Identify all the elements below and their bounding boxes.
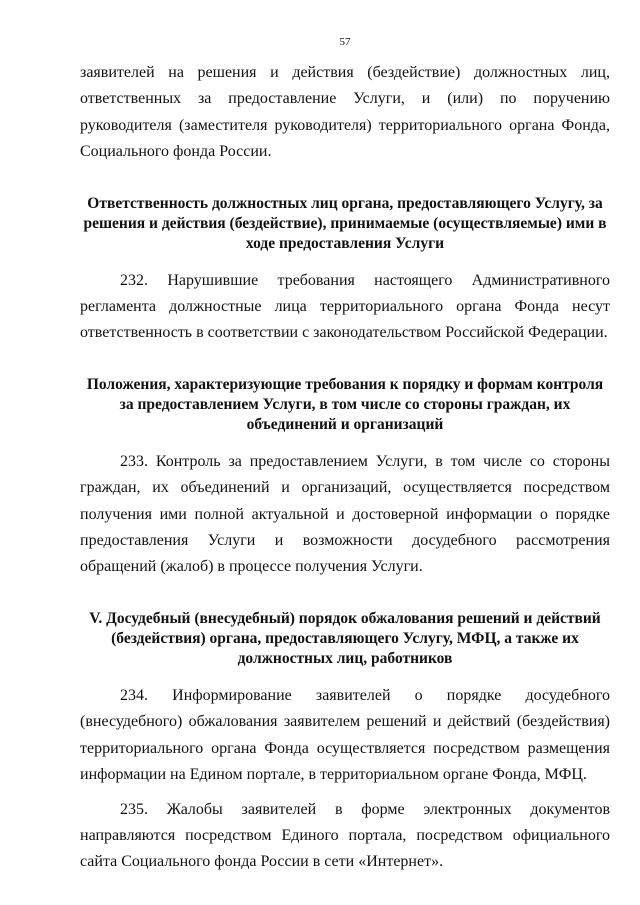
paragraph-232: 232. Нарушившие требования настоящего Административного регламента должностные лица территориального органа Фонда несут ответственность в соответствии с законодательством Российской Федерации. [80, 271, 610, 342]
paragraph-234: 234. Информирование заявителей о порядке досудебного (внесудебного) обжалования заявителем решений и действий (бездействия) территориального органа Фонда осуществляется посредством размещения информации на Едином портале, в территориальном органе Фонда, МФЦ. [80, 686, 610, 784]
paragraph-intro-continued: заявителей на решения и действия (бездействие) должностных лиц, ответственных за предоставление Услуги, и (или) по поручению руководителя (заместителя руководителя) территориального органа Фонда, Социального фонда России. [80, 64, 610, 161]
paragraph-235: 235. Жалобы заявителей в форме электронных документов направляются посредством Единого портала, посредством официального сайта Социального фонда России в сети «Интернет». [80, 800, 610, 871]
paragraph-233: 233. Контроль за предоставлением Услуги, в том числе со стороны граждан, их объединений и организаций, осуществляется посредством получения ими полной актуальной и достоверной информации о порядке предоставления Услуги и возможности досудебного рассмотрения обращений (жалоб) в процессе получения Услуги. [80, 452, 610, 576]
heading-responsibility: Ответственность должностных лиц органа, предоставляющего Услугу, за решения и действия (бездействие), принимаемые (осуществляемые) ими в ходе предоставления Услуги [83, 194, 607, 252]
heading-control: Положения, характеризующие требования к порядку и формам контроля за предоставлением Услуги, в том числе со стороны граждан, их объединений и организаций [86, 375, 604, 433]
page-number: 57 [339, 36, 351, 48]
heading-section-v: V. Досудебный (внесудебный) порядок обжалования решений и действий (бездействия) органа, предоставляющего Услугу, МФЦ, а также их должностных лиц, работников [89, 609, 601, 667]
